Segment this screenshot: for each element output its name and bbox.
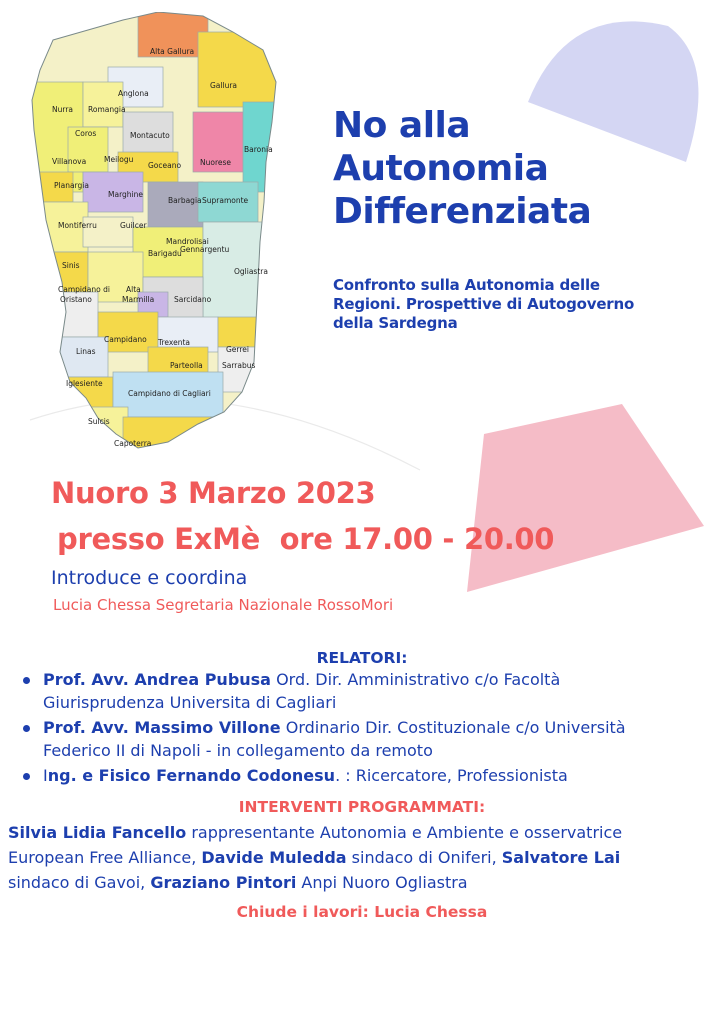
region-label: Capoterra — [114, 439, 152, 448]
region-label: Nuorese — [200, 158, 232, 167]
region-label: Marmilla — [122, 295, 155, 304]
speaker-name: Prof. Avv. Massimo Villone — [43, 718, 281, 737]
speaker-name: Salvatore Lai — [501, 848, 621, 867]
region-label: Planargia — [54, 181, 89, 190]
list-item — [43, 764, 713, 787]
page-subtitle — [333, 276, 713, 333]
region-label: Sarrabus — [222, 361, 256, 370]
speaker-role: sindaco di Gavoi, — [8, 873, 151, 892]
region-label: Sinis — [62, 261, 80, 270]
region-label: Campidano — [104, 335, 147, 344]
region-label: Campidano di — [58, 285, 110, 294]
speaker-name: ng. e Fisico Fernando Codonesu — [47, 766, 336, 785]
speaker-role: European Free Alliance, — [8, 848, 202, 867]
region-label: Supramonte — [202, 196, 249, 205]
speaker-role: sindaco di Oniferi, — [346, 848, 502, 867]
region-label: Gerrei — [226, 345, 249, 354]
region-label: Mandrolisai — [166, 237, 209, 246]
region-label: Alta Gallura — [150, 47, 195, 56]
closing-line: Chiude i lavori: Lucia Chessa — [236, 903, 488, 921]
speaker-role: Giurisprudenza Universita di Cagliari — [43, 693, 337, 712]
region-label: Montacuto — [130, 131, 170, 140]
event-venue-time: presso ExMè ore 17.00 - 20.00 — [57, 522, 555, 556]
interventi-heading: INTERVENTI PROGRAMMATI: — [238, 798, 486, 816]
title-line: Autonomia — [333, 148, 549, 189]
region-label: Alta — [126, 285, 141, 294]
relatori-list — [43, 668, 713, 789]
sardinia-map-icon — [28, 12, 286, 452]
list-item — [43, 716, 713, 762]
pink-quad-shape — [467, 404, 704, 592]
region-label: Oristano — [60, 295, 92, 304]
region-label: Coros — [75, 129, 97, 138]
list-item — [43, 668, 713, 714]
region-label: Ogliastra — [234, 267, 268, 276]
interventi-paragraph — [8, 820, 720, 895]
region-label: Campidano di Cagliari — [128, 389, 211, 398]
page-title — [333, 104, 591, 233]
region-label: Sarcidano — [174, 295, 212, 304]
region-label: Nurra — [52, 105, 73, 114]
speaker-role: Federico II di Napoli - in collegamento da remoto — [43, 741, 433, 760]
subtitle-line: Regioni. Prospettive di Autogoverno — [333, 295, 635, 313]
intro-person: Lucia Chessa Segretaria Nazionale RossoMori — [53, 596, 394, 614]
region-label: Villanova — [52, 157, 87, 166]
region-label: Trexenta — [158, 338, 190, 347]
region-label: Montiferru — [58, 221, 97, 230]
region-label: Barigadu — [148, 249, 182, 258]
speaker-role: rappresentante Autonomia e Ambiente e osservatrice — [186, 823, 623, 842]
speaker-role: . : Ricercatore, Professionista — [335, 766, 568, 785]
region-label: Parteolla — [170, 361, 203, 370]
event-date: Nuoro 3 Marzo 2023 — [51, 476, 376, 510]
speaker-role: Anpi Nuoro Ogliastra — [296, 873, 468, 892]
subtitle-line: della Sardegna — [333, 314, 458, 332]
region-label: Anglona — [118, 89, 149, 98]
region-label: Guilcer — [120, 221, 147, 230]
title-line: Differenziata — [333, 191, 592, 232]
subtitle-line: Confronto sulla Autonomia delle — [333, 276, 600, 294]
title-line: No alla — [333, 105, 471, 146]
region-label: Meilogu — [104, 155, 134, 164]
region-label: Goceano — [148, 161, 182, 170]
speaker-name: Prof. Avv. Andrea Pubusa — [43, 670, 271, 689]
region-label: Baronia — [244, 145, 273, 154]
intro-label: Introduce e coordina — [51, 567, 248, 589]
region-label: Barbagia — [168, 196, 202, 205]
speaker-role: Ord. Dir. Amministrativo c/o Facoltà — [270, 670, 561, 689]
speaker-name: Davide Muledda — [201, 848, 347, 867]
speaker-prefix: I — [43, 766, 48, 785]
relatori-heading: RELATORI: — [316, 649, 408, 667]
region-label: Linas — [76, 347, 96, 356]
region-label: Iglesiente — [66, 379, 103, 388]
speaker-name: Graziano Pintori — [150, 873, 297, 892]
region-label: Gallura — [210, 81, 238, 90]
speaker-name: Silvia Lidia Fancello — [8, 823, 187, 842]
region-label: Gennargentu — [180, 245, 230, 254]
speaker-role: Ordinario Dir. Costituzionale c/o Università — [280, 718, 626, 737]
region-label: Romangia — [88, 105, 126, 114]
region-label: Sulcis — [88, 417, 110, 426]
region-label: Marghine — [108, 190, 143, 199]
